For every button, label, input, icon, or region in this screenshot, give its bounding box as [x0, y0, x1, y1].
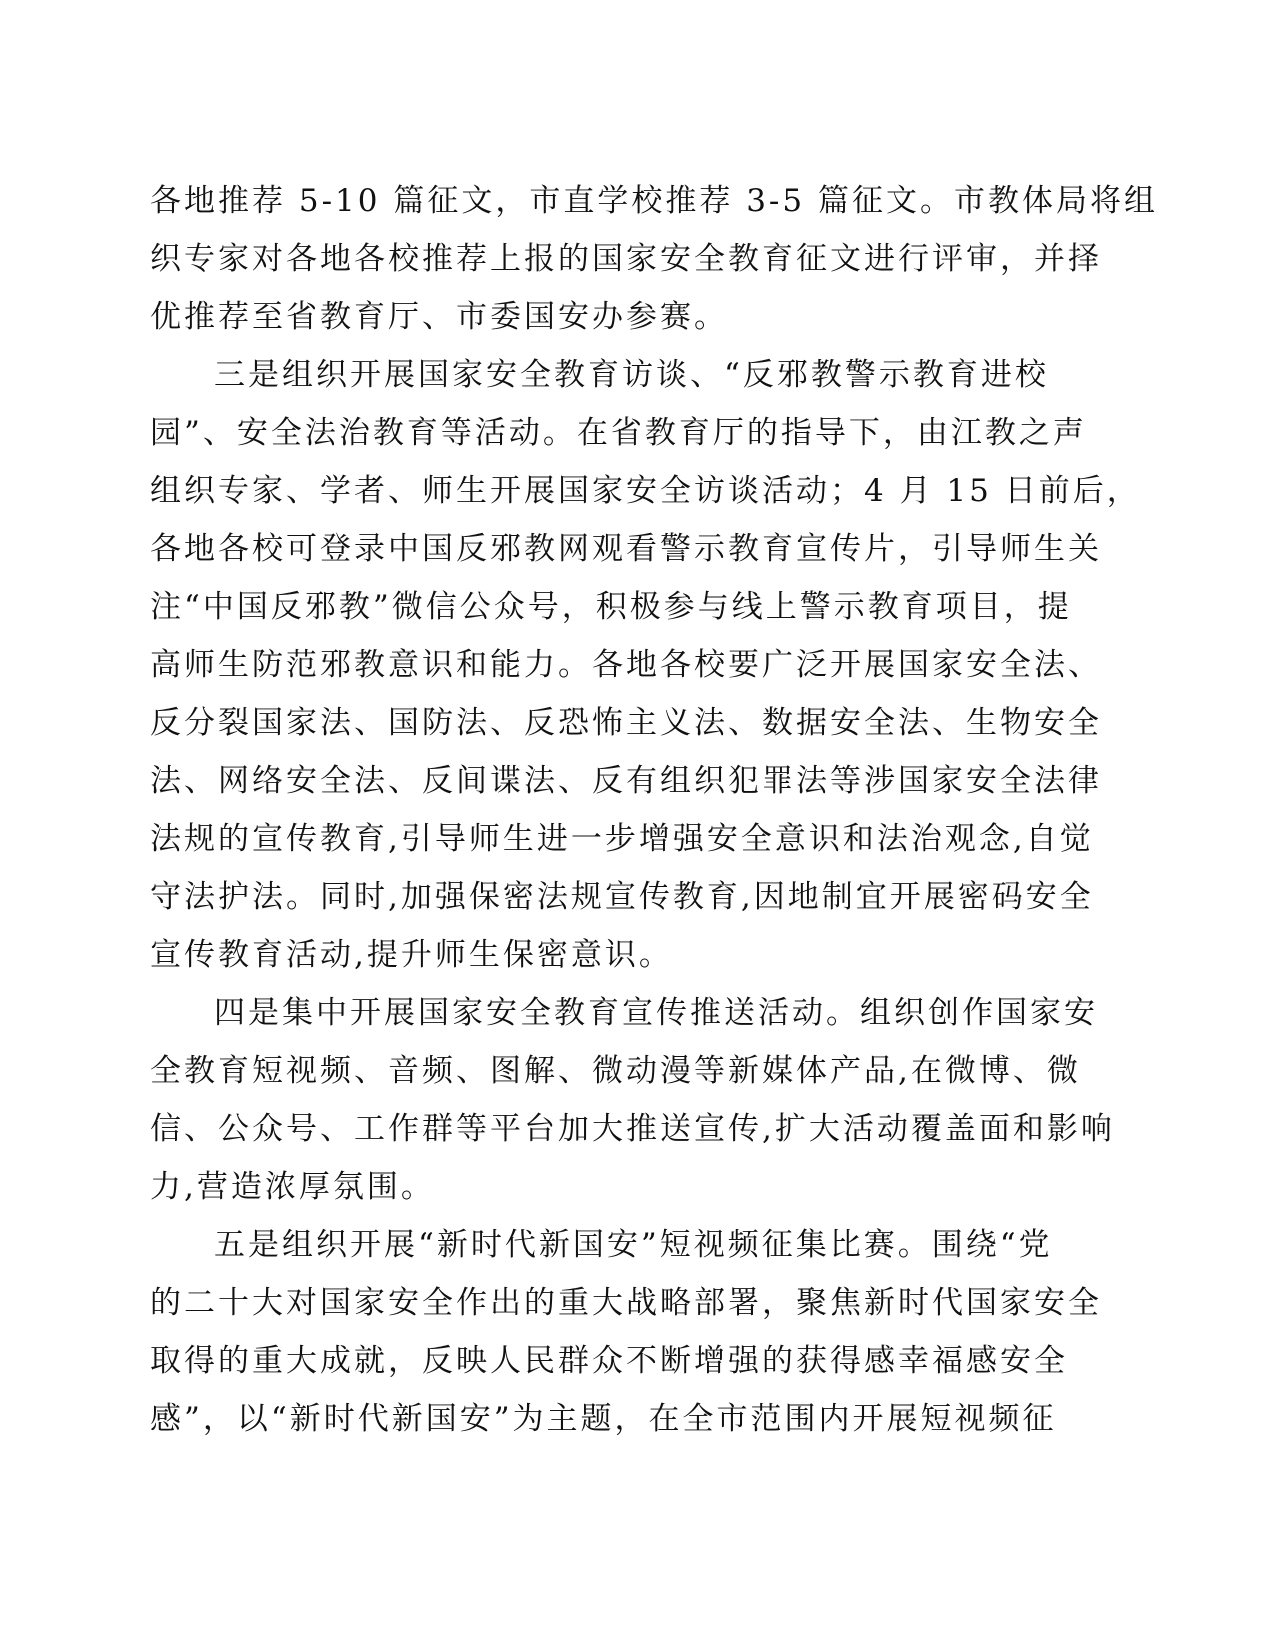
text-line: 各地推荐 5-10 篇征文，市直学校推荐 3-5 篇征文。市教体局将组 [150, 183, 1158, 219]
text-line: 法规的宣传教育,引导师生进一步增强安全意识和法治观念,自觉 [150, 821, 1094, 857]
document-body [150, 172, 1158, 1448]
text-line: 力,营造浓厚氛围。 [150, 1169, 435, 1205]
text-line: 全教育短视频、音频、图解、微动漫等新媒体产品,在微博、微 [150, 1053, 1081, 1089]
text-line: 的二十大对国家安全作出的重大战略部署，聚焦新时代国家安全 [150, 1285, 1102, 1321]
text-line: 注“中国反邪教”微信公众号，积极参与线上警示教育项目，提 [150, 589, 1072, 625]
text-line: 高师生防范邪教意识和能力。各地各校要广泛开展国家安全法、 [150, 647, 1102, 683]
text-line: 优推荐至省教育厅、市委国安办参赛。 [150, 299, 728, 335]
text-line: 法、网络安全法、反间谍法、反有组织犯罪法等涉国家安全法律 [150, 763, 1102, 799]
text-line: 取得的重大成就，反映人民群众不断增强的获得感幸福感安全 [150, 1343, 1068, 1379]
text-line: 织专家对各地各校推荐上报的国家安全教育征文进行评审，并择 [150, 241, 1102, 277]
paragraph-start-line: 四是集中开展国家安全教育宣传推送活动。组织创作国家安 [214, 995, 1098, 1031]
text-line: 信、公众号、工作群等平台加大推送宣传,扩大活动覆盖面和影响 [150, 1111, 1115, 1147]
text-line: 组织专家、学者、师生开展国家安全访谈活动；4 月 15 日前后， [150, 473, 1141, 509]
text-line: 反分裂国家法、国防法、反恐怖主义法、数据安全法、生物安全 [150, 705, 1102, 741]
text-line: 感”，以“新时代新国安”为主题，在全市范围内开展短视频征 [150, 1401, 1057, 1437]
text-line: 守法护法。同时,加强保密法规宣传教育,因地制宜开展密码安全 [150, 879, 1094, 915]
text-line: 园”、安全法治教育等活动。在省教育厅的指导下，由江教之声 [150, 415, 1087, 451]
text-line: 宣传教育活动,提升师生保密意识。 [150, 937, 673, 973]
paragraph-start-line: 五是组织开展“新时代新国安”短视频征集比赛。围绕“党 [214, 1227, 1053, 1263]
paragraph-start-line: 三是组织开展国家安全教育访谈、“反邪教警示教育进校 [214, 357, 1049, 393]
text-line: 各地各校可登录中国反邪教网观看警示教育宣传片，引导师生关 [150, 531, 1102, 567]
